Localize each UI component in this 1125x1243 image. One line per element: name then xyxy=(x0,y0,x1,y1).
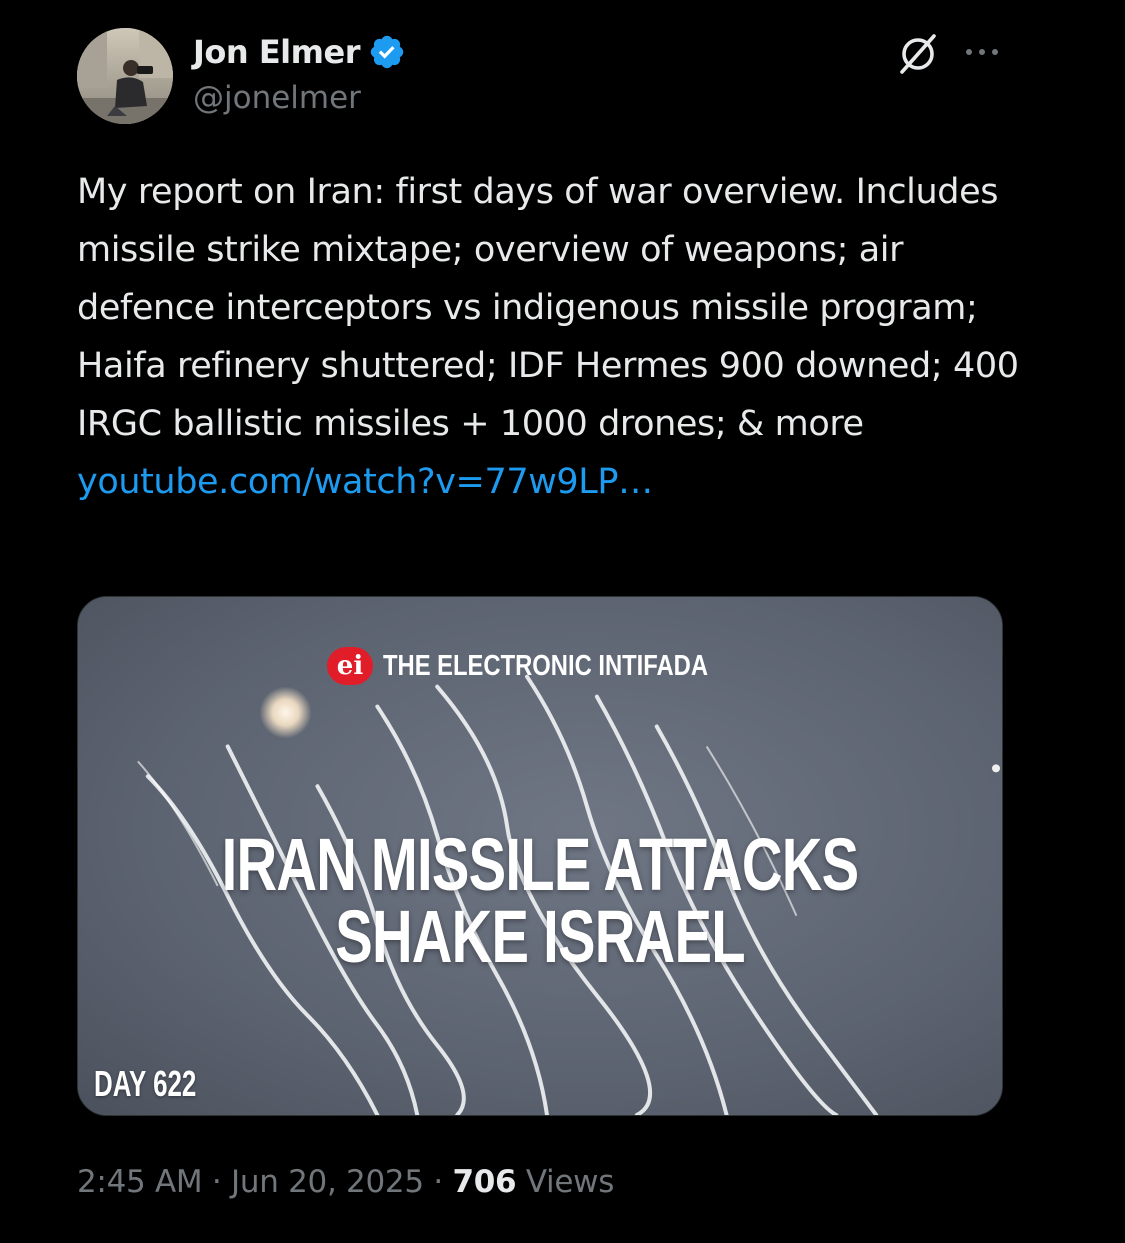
author-handle[interactable]: @jonelmer xyxy=(193,80,361,116)
more-icon[interactable] xyxy=(962,40,1002,64)
headline-line-2: SHAKE ISRAEL xyxy=(335,895,745,978)
media-card[interactable] xyxy=(77,596,1003,1116)
headline-line-1: IRAN MISSILE ATTACKS xyxy=(221,823,859,906)
avatar-photo xyxy=(77,28,173,124)
tweet-date[interactable]: Jun 20, 2025 xyxy=(231,1164,424,1200)
tweet-meta xyxy=(77,1164,614,1200)
avatar[interactable] xyxy=(77,28,173,124)
tweet-time[interactable]: 2:45 AM xyxy=(77,1164,203,1200)
author-display-name[interactable]: Jon Elmer xyxy=(193,33,360,71)
day-label: DAY 622 xyxy=(94,1063,197,1104)
meta-separator: · xyxy=(211,1164,222,1200)
grok-icon[interactable] xyxy=(896,32,940,76)
tweet-text xyxy=(77,163,1037,511)
tweet-body: My report on Iran: first days of war overview. Includes missile strike mixtape; overview of weapons; air defence interceptors vs indigenous missile program; Haifa refinery shuttered; IDF Hermes 900 downed; 400 IRGC ballistic missiles + 1000 drones; & more xyxy=(77,172,1019,444)
brand-logo: ei xyxy=(327,647,373,685)
media-headline xyxy=(189,823,891,978)
views-count: 706 xyxy=(452,1164,517,1200)
brand-name: THE ELECTRONIC INTIFADA xyxy=(383,649,709,682)
meta-separator: · xyxy=(433,1164,443,1200)
author-name-row[interactable] xyxy=(193,30,406,74)
tweet-link[interactable]: youtube.com/watch?v=77w9LP… xyxy=(77,462,653,502)
brand-header xyxy=(78,647,1002,685)
verified-badge-icon[interactable] xyxy=(368,33,406,71)
views-label: Views xyxy=(525,1164,615,1200)
